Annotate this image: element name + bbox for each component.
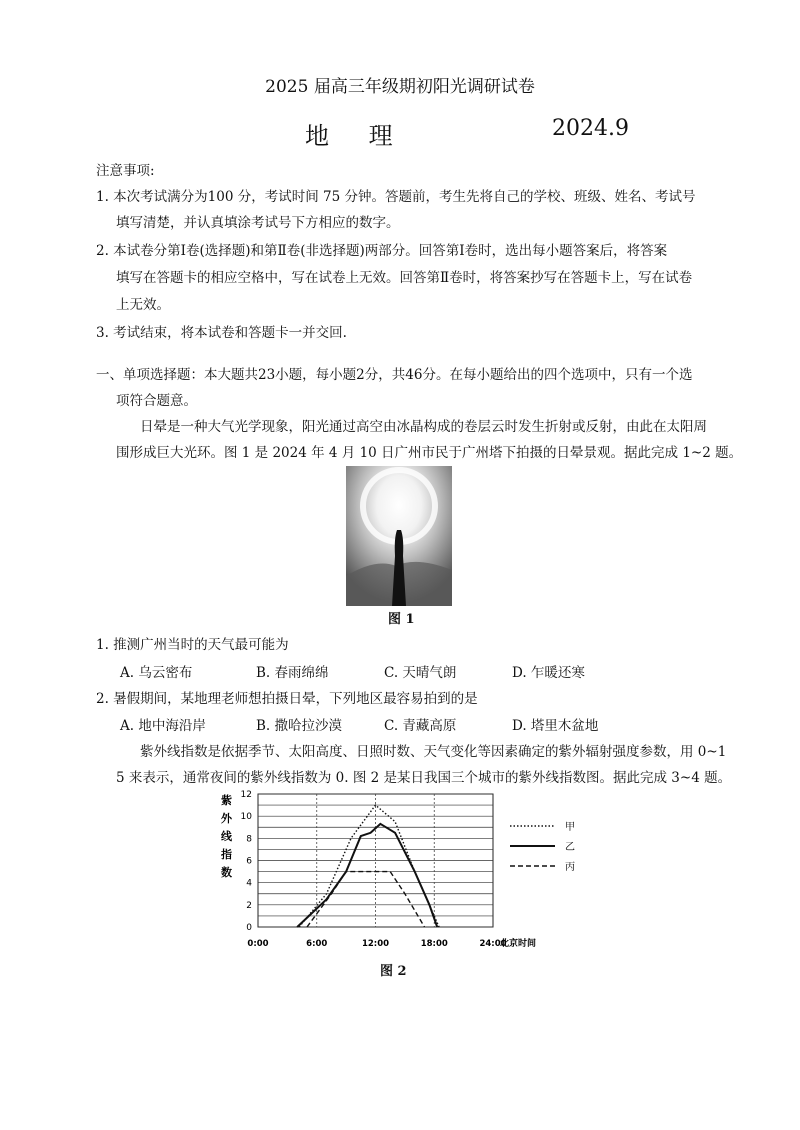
x-tick-label: 12:00 xyxy=(361,939,390,949)
option-d[interactable]: D. 乍暖还寒 xyxy=(512,665,585,681)
notes-line: 3. 考试结束，将本试卷和答题卡一并交回. xyxy=(96,325,347,341)
y-tick-label: 10 xyxy=(240,812,252,823)
passage-line: 围形成巨大光环。图 1 是 2024 年 4 月 10 日广州市民于广州塔下拍摄的日晕景观。据此完成 1~2 题。 xyxy=(116,445,743,461)
passage-line: 紫外线指数是依据季节、太阳高度、日照时数、天气变化等因素确定的紫外辐射强度参数，用 0~1 xyxy=(140,744,727,760)
legend-label: 甲 xyxy=(565,822,575,833)
subject-title: 地 理 xyxy=(305,122,409,150)
y-tick-labels xyxy=(241,790,253,933)
y-axis-label-char: 指 xyxy=(221,848,232,861)
sun-halo-photo xyxy=(346,466,452,606)
chart-grid xyxy=(258,794,493,927)
exam-date: 2024.9 xyxy=(552,116,629,141)
y-tick-label: 6 xyxy=(246,856,252,867)
series-line xyxy=(307,872,425,927)
x-axis-label: 北京时间 xyxy=(500,939,537,949)
y-axis-label-char: 外 xyxy=(221,812,232,825)
y-tick-label: 8 xyxy=(246,834,252,845)
notes-heading: 注意事项: xyxy=(96,163,155,179)
x-tick-labels xyxy=(247,939,506,949)
passage-line: 日晕是一种大气光学现象，阳光通过高空由冰晶构成的卷层云时发生折射或反射，由此在太阳周 xyxy=(140,419,707,435)
y-tick-label: 0 xyxy=(246,923,252,933)
question-stem: 2. 暑假期间，某地理老师想拍摄日晕，下列地区最容易拍到的是 xyxy=(96,691,478,707)
legend-label: 乙 xyxy=(565,842,575,853)
sun-halo-illustration xyxy=(346,466,452,606)
series-line xyxy=(299,805,439,927)
y-tick-label: 2 xyxy=(246,900,252,911)
option-a[interactable]: A. 乌云密布 xyxy=(120,665,193,681)
passage-line: 5 来表示，通常夜间的紫外线指数为 0. 图 2 是某日我国三个城市的紫外线指数图。据此完成 3~4 题。 xyxy=(116,770,732,786)
figure1-caption: 图 1 xyxy=(388,612,415,627)
section-heading: 一、单项选择题：本大题共23小题，每小题2分，共46分。在每小题给出的四个选项中，只有一个选 xyxy=(96,367,693,383)
x-tick-label: 6:00 xyxy=(306,939,328,949)
section-heading: 项符合题意。 xyxy=(116,393,197,409)
uv-index-chart xyxy=(215,786,585,981)
exam-title: 2025 届高三年级期初阳光调研试卷 xyxy=(265,77,535,97)
notes-line: 填写清楚，并认真填涂考试号下方相应的数字。 xyxy=(116,215,400,231)
y-axis-label-char: 数 xyxy=(221,866,232,879)
legend-label: 丙 xyxy=(565,862,575,873)
y-axis-label-char: 线 xyxy=(221,830,232,843)
option-d[interactable]: D. 塔里木盆地 xyxy=(512,718,599,734)
option-b[interactable]: B. 春雨绵绵 xyxy=(256,665,329,681)
notes-line: 2. 本试卷分第Ⅰ卷(选择题)和第Ⅱ卷(非选择题)两部分。回答第Ⅰ卷时，选出每小题答案后，将答案 xyxy=(96,243,668,259)
notes-line: 1. 本次考试满分为100 分，考试时间 75 分钟。答题前，考生先将自己的学校、班级、姓名、考试号 xyxy=(96,189,696,205)
option-c[interactable]: C. 青藏高原 xyxy=(384,718,457,734)
chart-legend xyxy=(510,821,575,873)
x-tick-label: 24:00 xyxy=(479,939,507,949)
chart-series xyxy=(297,805,439,927)
x-tick-label: 0:00 xyxy=(247,939,269,949)
notes-line: 上无效。 xyxy=(116,297,170,313)
x-tick-label: 18:00 xyxy=(420,939,448,949)
figure2-caption: 图 2 xyxy=(380,964,407,979)
option-a[interactable]: A. 地中海沿岸 xyxy=(120,718,206,734)
y-axis-label xyxy=(221,793,233,879)
question-stem: 1. 推测广州当时的天气最可能为 xyxy=(96,637,289,653)
y-axis-label-char: 紫 xyxy=(221,794,232,807)
y-tick-label: 4 xyxy=(246,878,252,889)
option-c[interactable]: C. 天晴气朗 xyxy=(384,665,457,681)
option-b[interactable]: B. 撒哈拉沙漠 xyxy=(256,718,343,734)
notes-line: 填写在答题卡的相应空格中，写在试卷上无效。回答第Ⅱ卷时，将答案抄写在答题卡上，写在试卷 xyxy=(116,270,693,286)
y-tick-label: 12 xyxy=(240,790,252,800)
